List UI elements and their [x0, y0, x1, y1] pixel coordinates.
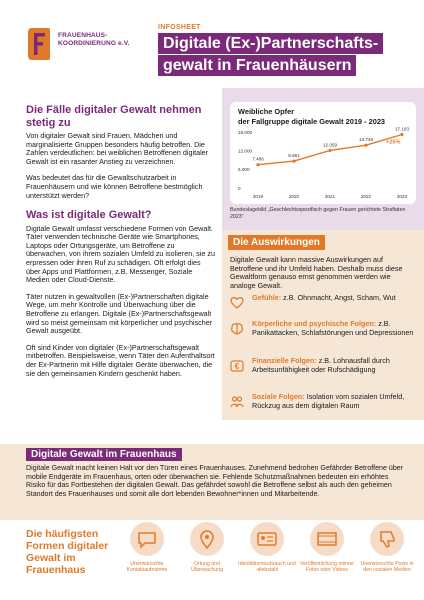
header — [0, 0, 424, 92]
logo-line1: FRAUENHAUS- — [58, 32, 108, 39]
id-card-icon — [250, 522, 284, 556]
data-point — [256, 163, 259, 166]
chart-plot — [238, 127, 409, 199]
paragraph-question: Was bedeutet das für die Gewaltschutzarbeit in Frauenhäusern und wie können Betroffene bestmöglich unterstützt werden? — [26, 173, 203, 200]
forms-row — [118, 522, 418, 598]
aus-item-text — [252, 320, 416, 337]
x-tick-label: 2022 — [360, 194, 372, 199]
auswirkungen-heading: Die Auswirkungen — [228, 235, 325, 250]
forms-heading: Die häufigsten Formen digitaler Gewalt im Frauenhaus — [26, 528, 109, 576]
data-label: 12.059 — [322, 142, 338, 148]
thumbs-down-icon — [370, 522, 404, 556]
data-point — [400, 133, 403, 136]
form-circle — [370, 522, 404, 556]
data-label: 13.748 — [358, 137, 374, 143]
film-icon — [310, 522, 344, 556]
form-label: Identitätsmissbrauch und -diebstahl — [238, 561, 296, 574]
aus-item-desc: z.B. Lohnausfall durch Arbeitsunfähigkeit oder Rufschädigung — [252, 356, 390, 374]
data-label: 8.651 — [288, 153, 300, 159]
form-circle — [190, 522, 224, 556]
form-circle — [310, 522, 344, 556]
form-label: Ortung und Überwachung — [190, 561, 223, 574]
aus-item-title: Gefühle: — [252, 293, 282, 302]
auswirkungen-intro: Digitale Gewalt kann massive Auswirkungen auf Betroffene und ihr Umfeld haben. Deshalb muss diese Gewaltform genauso ernst genommen werden wie analoge Gewalt. — [230, 255, 403, 290]
kicker: INFOSHEET — [158, 24, 201, 31]
form-item-posts — [358, 522, 416, 573]
growth-annotation: +25% — [386, 139, 401, 146]
data-point — [328, 149, 331, 152]
form-item-ortung — [178, 522, 236, 573]
paragraph-definition: Digitale Gewalt umfasst verschiedene Formen von Gewalt. Täter verwenden technische Geräte wie Smartphones, Laptops oder Ortungsgeräte, um Betroffene zu überwachen, von ihrem sozialen Umfeld zu isolieren, sie zu erpressen oder ihren Ruf zu schädigen. Oft erfolgt dies über Apps und Plattformen, z.B. Messenger, Soziale Medien oder Cloud-Dienste. — [26, 223, 215, 285]
form-item-kontakt — [118, 522, 176, 573]
chart-title-line2: der Fallgruppe digitale Gewalt 2019 - 2023 — [238, 117, 386, 126]
heading-cases: Die Fälle digitaler Gewalt nehmen stetig zu — [26, 104, 202, 129]
form-label: Unerwünschte Posts in den sozialen Medien — [360, 561, 414, 574]
aus-item-desc: z.B. Ohnmacht, Angst, Scham, Wut — [281, 293, 396, 302]
form-item-fotos — [298, 522, 356, 573]
aus-item-text — [252, 294, 416, 303]
form-label: Unerwünschte Kontaktaufnahme — [126, 561, 168, 574]
aus-item-title: Körperliche und psychische Folgen: — [252, 319, 377, 328]
aus-item-title: Finanzielle Folgen: — [252, 356, 317, 365]
heart-icon — [230, 296, 244, 310]
chart-card — [230, 102, 416, 204]
title-line1: Digitale (Ex-)Partnerschafts- — [158, 33, 383, 54]
location-pin-icon — [190, 522, 224, 556]
data-label: 7.486 — [252, 156, 264, 162]
logo-text — [58, 32, 130, 48]
aus-item-desc: Isolation vom sozialen Umfeld, Rückzug aus dem digitalen Raum — [252, 392, 405, 410]
data-point — [292, 159, 295, 162]
data-point — [364, 144, 367, 147]
paragraph-partners: Täter nutzen in gewaltvollen (Ex-)Partnerschaften digitale Wege, um mehr Kontrolle und Überwachung über die Betroffene zu erlangen. Digitale (Ex-)Partnerschaftsgewalt wird so meist gemeinsam mit körperlicher und psychischer Gewalt ausgeübt. — [26, 291, 213, 336]
heading-definition: Was ist digitale Gewalt? — [26, 209, 152, 222]
people-icon — [230, 395, 244, 409]
data-label: 17.193 — [394, 126, 410, 132]
paragraph-cases: Von digitaler Gewalt sind Frauen, Mädchen und marginalisierte Gruppen besonders häufig betroffen. Die Zahlen verdeutlichen: bei weiblichen Betroffenen digitaler Gewalt ist ein rasanter Anstieg zu verzeichnen. — [26, 131, 209, 166]
y-tick-label: 18.000 — [238, 129, 253, 135]
chat-icon — [130, 522, 164, 556]
x-tick-label: 2020 — [288, 194, 300, 199]
aus-item-text — [252, 357, 416, 374]
brain-icon — [230, 322, 244, 336]
frauenhaus-heading: Digitale Gewalt im Frauenhaus — [26, 448, 182, 461]
form-item-identitaet — [238, 522, 296, 573]
form-circle — [130, 522, 164, 556]
x-tick-label: 2021 — [324, 194, 336, 199]
euro-icon — [230, 359, 244, 373]
svg-text:€: € — [234, 362, 240, 371]
form-label: Veröffentlichung intimer Fotos oder Videos — [299, 561, 355, 574]
title-line2: gewalt in Frauenhäusern — [158, 55, 356, 76]
chart-title-line1: Weibliche Opfer — [238, 107, 295, 116]
y-tick-label: 6.000 — [238, 167, 250, 173]
x-tick-label: 2023 — [396, 194, 408, 199]
chart-caption: Bundeslagebild „Geschlechtsspezifisch gegen Frauen gerichtete Straftaten 2023“ — [230, 207, 406, 220]
aus-item-title: Soziale Folgen: — [252, 392, 305, 401]
left-column — [26, 104, 216, 378]
logo-line2: KOORDINIERUNG e.V. — [58, 40, 130, 47]
y-tick-label: 0 — [238, 185, 241, 191]
line-chart — [230, 102, 416, 204]
aus-item-desc: z.B. Panikattacken, Schlafstörungen und Depressionen — [252, 319, 414, 337]
logo-icon — [26, 26, 52, 62]
aus-item-text — [252, 393, 416, 410]
frauenhaus-text: Digitale Gewalt macht keinen Halt vor den Türen eines Frauenhauses. Zunehmend bedrohen Gefährder Betroffene über mobile Endgeräte im Frauenhaus, orten oder überwachen sie. Fehlende Schutzmaßnahmen bedeuten ein erhöhtes Risiko für das Fortbestehen der digitalen Gewalt. Das gefährdet sowohl die Betroffene selbst als auch den geheimen Standort des Frauenhauses und somit alle dort lebenden Bewohner*innen und Mitarbeitende. — [26, 464, 404, 498]
x-tick-label: 2019 — [252, 194, 264, 199]
paragraph-children: Oft sind Kinder von digitaler (Ex-)Partnerschaftsgewalt mitbetroffen. Beispielsweise, wenn Täter den Aufenthaltsort der Ex-Partnerin mit Hilfe digitaler Geräte überwachen, die sie den gemeinsamen Kindern geschenkt haben. — [26, 342, 215, 378]
y-tick-label: 12.000 — [238, 148, 253, 154]
form-circle — [250, 522, 284, 556]
